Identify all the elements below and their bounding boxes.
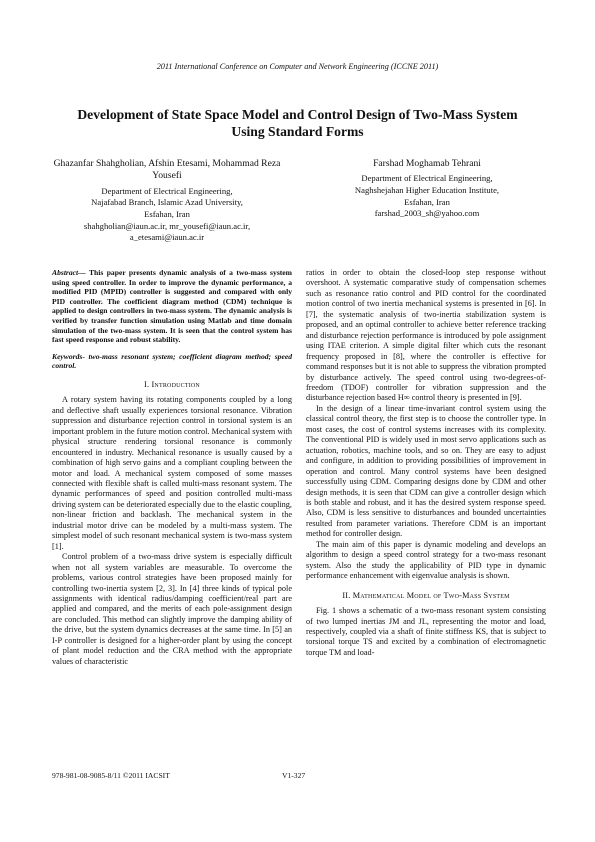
abstract-text: This paper presents dynamic analysis of a two-mass system using speed controller. In order to improve the dynamic performance, a modified PID (MPID) controller is suggested and compared with only PID controller. The coefficient diagram method (CDM) technique is applied to design controllers in two-mass system. The dynamic analysis is verified by transfer function simulation using Matlab and time domain simulation of the two-mass system. It is seen that the control system has fast speed response and robust stability. [52,268,292,345]
author-email: farshad_2003_sh@yahoo.com [374,208,480,219]
author-names: Farshad Moghamab Tehrani [373,158,481,169]
body-paragraph: The main aim of this paper is dynamic modeling and develops an algorithm to design a speed control strategy for a two-mass resonant system. Also the study the applicability of PID type in dynamic performance enhancement with eigenvalue analysis is shown. [306,539,546,581]
author-department: Department of Electrical Engineering, [101,185,233,196]
keywords: Keywords- two-mass resonant system; coefficient diagram method; speed control. [52,351,292,371]
author-institute: Naghshejahan Higher Education Institute, [354,185,500,195]
paper-title: Development of State Space Model and Control Design of Two-Mass System Using Standard Forms [77,107,518,139]
author-block-left [52,158,282,244]
author-branch: Najafabad Branch, Islamic Azad University, [91,197,243,208]
author-city: Esfahan, Iran [404,196,450,207]
section-heading-model: II. Mathematical Model of Two-Mass System [342,590,510,600]
author-emails: shahgholian@iaun.ac.ir, mr_yousefi@iaun.ac.ir, a_etesami@iaun.ac.ir [83,220,251,243]
footer-isbn: 978-981-08-9085-8/11 ©2011 IACSIT [52,771,170,780]
abstract-lead: Abstract— [52,268,86,277]
body-paragraph: In the design of a linear time-invariant control system using the classical control theory, the first step is to choose the controller type. In most cases, the cost of control systems increases with its complexity. The conventional PID is widely used in most servo applications such as actuation, robotics, machine tools, and so on. They are easy to adjust and configure, in addition to providing possibilities of improvement in operation and control. Many control systems have been designed successfully using CDM. Comparing designs done by CDM and other design methods, it is seen that CDM can give a controller design which is both stable and robust, and it has the desired system response speed. Also, CDM is less sensitive to disturbances and bounded uncertainties resulted from parameter variations. Therefore CDM is an important method for controller design. [306,403,546,539]
author-block-right [312,158,542,220]
page-number: V1-327 [282,771,306,780]
body-paragraph: A rotary system having its rotating components coupled by a long and deflective shaft usually experiences torsional resonance. Vibration suppression and disturbance rejection control in torsional system is an important problem in the future motion control. Mechanical system with physical structure rendering torsional resonance is commonly encountered in industry. Mechanical resonance is usually caused by a combination of high servo gains and a compliant coupling between the motor and load. A mechanical system composed of some masses connected with flexible shaft is called multi-mass resonant system. The dynamic performances of speed and position controlled multi-mass driving system can be deteriorated especially due to the elastic coupling, non-linear friction and backlash. The mechanical system in the industrial motor drive can be modeled by a multi-mass system. The simplest model of such resonant mechanical system is two-mass system [1]. [52,395,292,551]
section-heading-introduction: I. Introduction [144,379,200,389]
author-department: Department of Electrical Engineering, [361,173,493,184]
abstract [52,268,292,345]
author-city: Esfahan, Iran [144,209,190,219]
body-paragraph: Fig. 1 shows a schematic of a two-mass resonant system consisting of two lumped inertias JM and JL, representing the motor and load, respectively, coupled via a shaft of finite stiffness KS, that is subject to torsional torque TS and excited by a combination of electromagnetic torque TM and load- [306,606,546,657]
conference-header: 2011 International Conference on Computer and Network Engineering (ICCNE 2011) [156,62,439,71]
author-names: Ghazanfar Shahgholian, Afshin Etesami, Mohammad Reza Yousefi [53,158,281,182]
body-paragraph: ratios in order to obtain the closed-loop step response without overshoot. A systematic comparative study of compensation schemes such as resonance ratio control and PID control for the coordinated motion control of two inertia mechanical systems is presented in [6]. In [7], the systematic analysis of two-inertia stabilization system is proposed, and an optimal controller to achieve better reference tracking and disturbance rejection performance is introduced by pole assignment using ITAE criterion. A simple digital filter which cuts the resonant frequency proposed in [8], where the controller is effective for command responses but it is not able to suppress the vibration prompted by disturbance actively. The speed control using two-degrees-of-freedom (TDOF) controller for vibration suppression and the disturbance rejection based H∞ control theory is presented in [9]. [306,268,546,403]
body-paragraph: Control problem of a two-mass drive system is especially difficult when not all system variables are measurable. To overcome the problems, various control strategies have been proposed mainly for controlling two-inertia system [2, 3]. In [4] three kinds of typical pole assignments with identical radius/damping coefficient/real part are applied and compared, and the merits of each pole-assignment design are concluded. This method can slightly improve the damping ability of the drive, but the system dynamics decreases at the same time. In [5] an I-P controller is designed for a higher-order plant by using the concept of plant model reduction and the CRA method with the appropriate values of characteristic [52,552,292,666]
left-column [52,268,292,667]
right-column [306,268,546,658]
